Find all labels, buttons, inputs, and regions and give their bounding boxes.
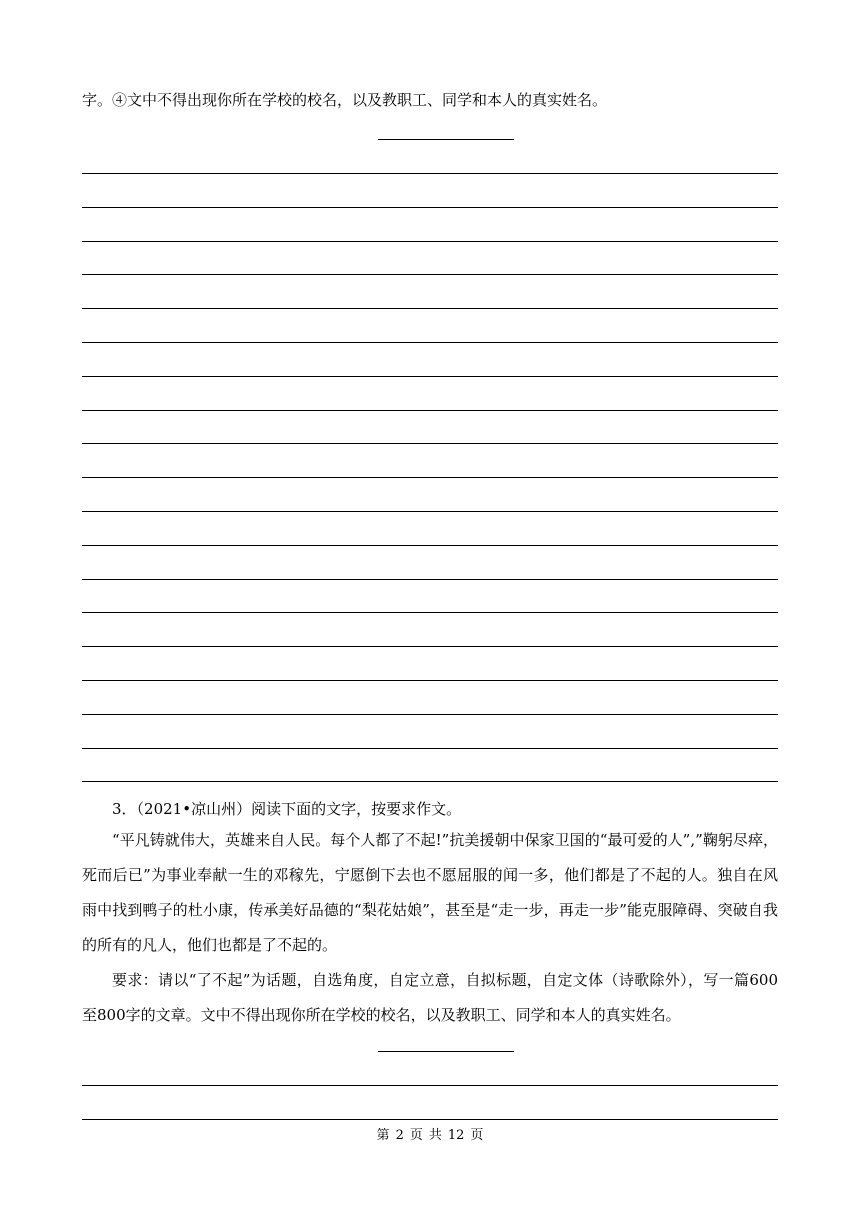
- footer-page-word: 页: [409, 1128, 423, 1143]
- writing-line: [82, 308, 778, 309]
- writing-line: [82, 173, 778, 174]
- writing-line: [82, 511, 778, 512]
- writing-line: [82, 680, 778, 681]
- writing-line: [82, 1119, 778, 1120]
- writing-line: [82, 781, 778, 782]
- writing-line: [82, 207, 778, 208]
- footer-page-number: 2: [395, 1128, 404, 1143]
- title-blank-line: [378, 139, 514, 140]
- writing-line: [82, 410, 778, 411]
- writing-line: [82, 1085, 778, 1086]
- writing-line: [82, 274, 778, 275]
- writing-line: [82, 612, 778, 613]
- instruction-continuation: 字。④文中不得出现你所在学校的校名，以及教职工、同学和本人的真实姓名。: [82, 91, 608, 109]
- footer-prefix: 第: [376, 1128, 390, 1143]
- question-passage: “平凡铸就伟大，英雄来自人民。每个人都了不起!”抗美援朝中保家卫国的“最可爱的人”,”鞠躬尽瘁，死而后已”为事业奉献一生的邓稼先，宁愿倒下去也不愿屈服的闻一多，他们都是了不起的人。独自在风雨中找到鸭子的杜小康，传承美好品德的“梨花姑娘”，甚至是“走一步，再走一步”能克服障碍、突破自我的所有的凡人，他们也都是了不起的。: [82, 831, 778, 954]
- footer-suffix: 页: [470, 1128, 484, 1143]
- footer-total-pages: 12: [447, 1128, 465, 1143]
- writing-line: [82, 714, 778, 715]
- writing-line: [82, 376, 778, 377]
- writing-line: [82, 748, 778, 749]
- title-blank-line: [378, 1051, 514, 1052]
- writing-line: [82, 579, 778, 580]
- writing-line: [82, 646, 778, 647]
- writing-line: [82, 477, 778, 478]
- question-requirements: 要求：请以“了不起”为话题，自选角度，自定立意，自拟标题，自定文体（诗歌除外），写一篇600至800字的文章。文中不得出现你所在学校的校名，以及教职工、同学和本人的真实姓名。: [82, 971, 778, 1024]
- page-footer: [0, 1128, 860, 1144]
- writing-line: [82, 443, 778, 444]
- writing-line: [82, 545, 778, 546]
- writing-line: [82, 241, 778, 242]
- question-heading: 3．（2021•凉山州）阅读下面的文字，按要求作文。: [112, 800, 462, 818]
- footer-total-word: 共: [428, 1128, 442, 1143]
- writing-line: [82, 342, 778, 343]
